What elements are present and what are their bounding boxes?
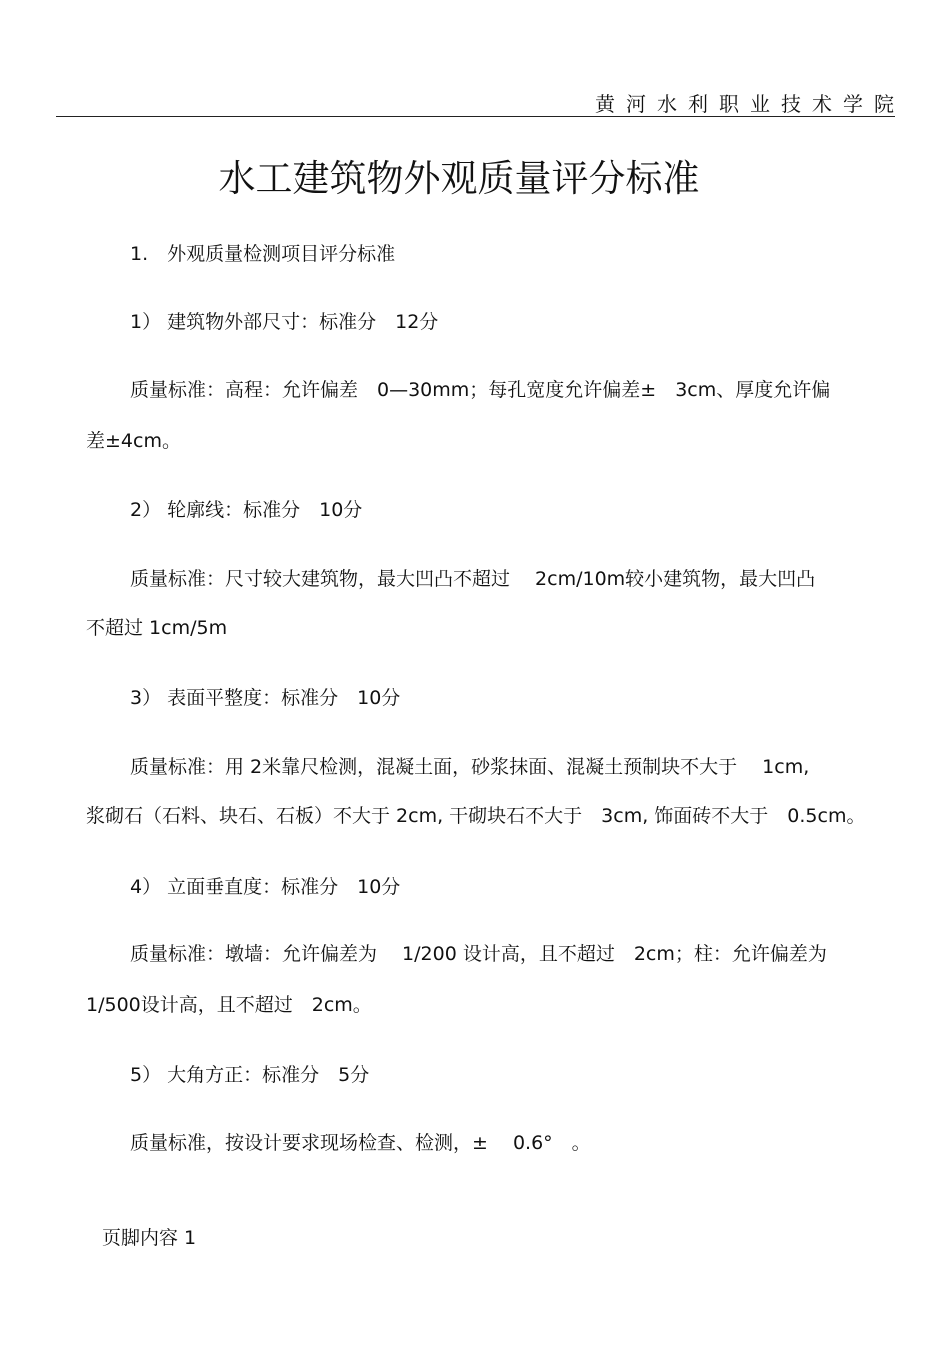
item-standard-continuation: 浆砌石（石料、块石、石板）不大于 2cm, 干砌块石不大于 3cm, 饰面砖不大于 0.5cm。: [86, 805, 866, 827]
item-heading: 5） 大角方正：标准分 5分: [130, 1064, 370, 1086]
item-standard-line: 质量标准：墩墙：允许偏差为 1/200 设计高，且不超过 2cm；柱：允许偏差为: [130, 943, 827, 965]
item-heading: 4） 立面垂直度：标准分 10分: [130, 876, 401, 898]
item-standard-continuation: 1/500设计高，且不超过 2cm。: [86, 994, 372, 1016]
page-footer: 页脚内容 1: [102, 1227, 197, 1249]
header-divider: [56, 116, 895, 117]
item-heading: 3） 表面平整度：标准分 10分: [130, 687, 401, 709]
document-title: 水工建筑物外观质量评分标准: [218, 157, 700, 200]
item-standard-continuation: 不超过 1cm/5m: [86, 617, 228, 639]
item-standard-line: 质量标准：高程：允许偏差 0—30mm；每孔宽度允许偏差± 3cm、厚度允许偏: [130, 379, 831, 401]
item-heading: 2） 轮廓线：标准分 10分: [130, 499, 363, 521]
item-heading: 1） 建筑物外部尺寸：标准分 12分: [130, 311, 439, 333]
item-standard-continuation: 差±4cm。: [86, 430, 181, 452]
organization-name: 黄河水利职业技术学院: [595, 92, 905, 116]
item-standard-line: 质量标准：尺寸较大建筑物，最大凹凸不超过 2cm/10m较小建筑物，最大凹凸: [130, 568, 816, 590]
item-standard-line: 质量标准，按设计要求现场检查、检测，± 0.6° 。: [130, 1132, 591, 1154]
item-standard-line: 质量标准：用 2米靠尺检测，混凝土面，砂浆抹面、混凝土预制块不大于 1cm,: [130, 756, 810, 778]
section-heading: 1. 外观质量检测项目评分标准: [130, 243, 396, 265]
